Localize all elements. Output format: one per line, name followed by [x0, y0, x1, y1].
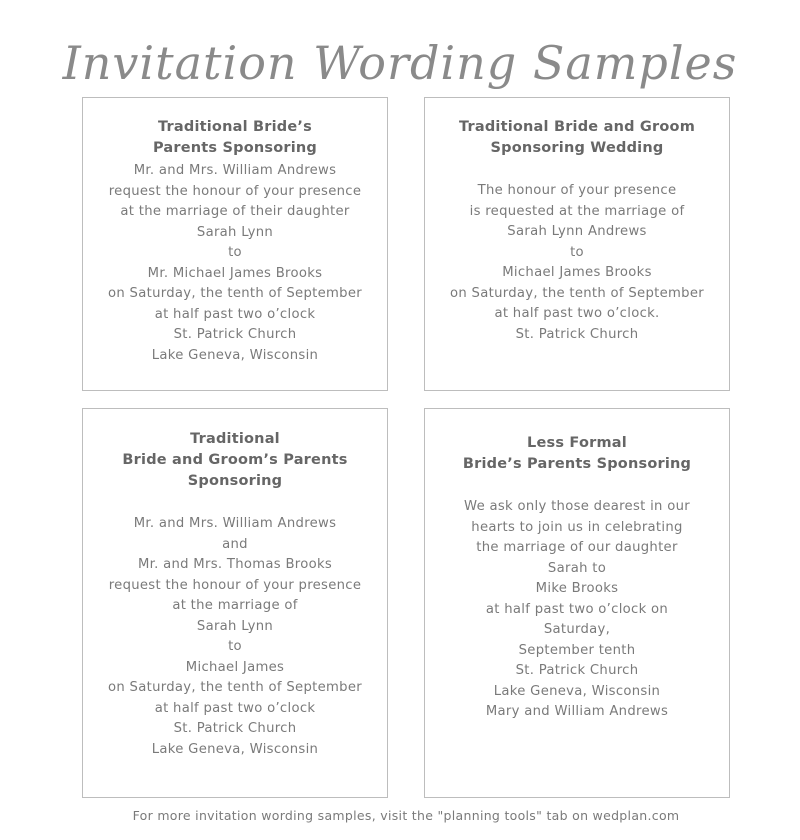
wording-line: Michael James	[185, 659, 285, 675]
wording-line: request the honour of your presence	[108, 577, 362, 593]
wording-line: at half past two o’clock on	[485, 601, 669, 617]
wording-line: to	[570, 244, 584, 260]
wording-line: We ask only those dearest in our	[464, 499, 690, 514]
wording-line: Mike Brooks	[535, 581, 619, 596]
wording-line: Mr. and Mrs. Thomas Brooks	[137, 557, 333, 572]
wording-line: on Saturday, the tenth of September	[450, 285, 704, 301]
wording-line: St. Patrick Church	[515, 326, 639, 342]
wording-line: Sarah Lynn Andrews	[507, 224, 647, 239]
wording-line: Mr. and Mrs. William Andrews	[133, 516, 337, 531]
wording-card-traditional-bride-and-groom	[424, 97, 730, 391]
wording-line: Michael James Brooks	[502, 265, 652, 280]
wording-line: at half past two o’clock	[154, 700, 316, 716]
wording-line: at the marriage of	[172, 598, 298, 613]
wording-line: Lake Geneva, Wisconsin	[151, 741, 319, 757]
wording-line: St. Patrick Church	[515, 663, 639, 678]
wording-line: to	[228, 245, 242, 260]
card-heading: Traditional Bride and Groom’s Parents Sponsoring	[122, 431, 348, 489]
wording-line: at the marriage of their daughter	[120, 204, 350, 219]
wording-line: St. Patrick Church	[173, 721, 297, 736]
footer-note: For more invitation wording samples, visit the "planning tools" tab on wedplan.com	[132, 808, 680, 823]
card-body	[425, 497, 729, 723]
wording-line: and	[222, 536, 248, 552]
wording-line: St. Patrick Church	[173, 327, 297, 342]
wording-line: The honour of your presence	[477, 183, 677, 198]
wording-line: Mr. Michael James Brooks	[147, 265, 323, 281]
card-body	[425, 181, 729, 345]
wording-line: Saturday,	[543, 622, 611, 637]
wording-line: request the honour of your presence	[108, 183, 362, 199]
wording-line: on Saturday, the tenth of September	[108, 286, 362, 301]
wording-card-less-formal	[424, 408, 730, 798]
wording-line: Lake Geneva, Wisconsin	[493, 683, 661, 699]
wording-line: at half past two o’clock	[154, 306, 316, 322]
card-body	[83, 161, 387, 366]
wording-line: the marriage of our daughter	[476, 540, 678, 555]
wording-line: September tenth	[518, 642, 636, 658]
wording-line: Mr. and Mrs. William Andrews	[133, 163, 337, 178]
wording-line: to	[228, 639, 242, 654]
wording-line: at half past two o’clock.	[494, 306, 660, 321]
page-title: Invitation Wording Samples	[62, 36, 738, 90]
card-heading: Traditional Bride and Groom Sponsoring Wedding	[458, 119, 696, 156]
wording-card-traditional-both-parents	[82, 408, 388, 798]
wording-line: Mary and William Andrews	[485, 704, 669, 719]
wording-card-traditional-brides-parents	[82, 97, 388, 391]
card-heading: Traditional Bride’s Parents Sponsoring	[152, 119, 318, 156]
card-body	[83, 514, 387, 760]
card-heading: Less Formal Bride’s Parents Sponsoring	[462, 435, 692, 472]
wording-line: Sarah Lynn	[196, 618, 274, 634]
wording-line: hearts to join us in celebrating	[471, 519, 683, 535]
wording-line: Sarah Lynn	[196, 224, 274, 240]
wording-line: Sarah to	[547, 560, 607, 576]
wording-line: on Saturday, the tenth of September	[108, 680, 362, 695]
wording-line: is requested at the marriage of	[469, 203, 685, 219]
wording-line: Lake Geneva, Wisconsin	[151, 347, 319, 363]
